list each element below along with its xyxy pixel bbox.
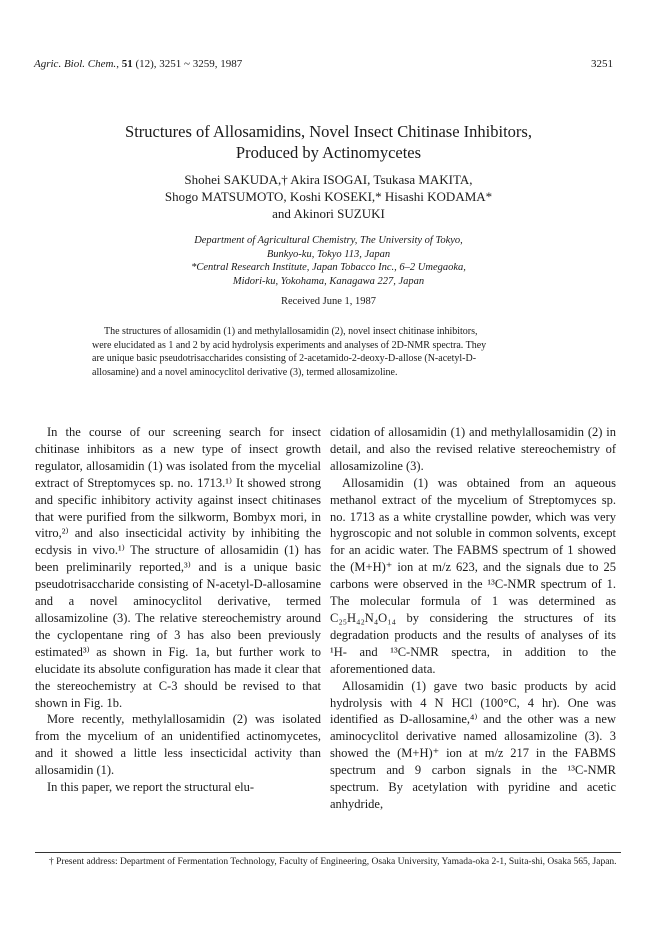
- page-number: 3251: [591, 58, 613, 70]
- footnote: † Present address: Department of Fermentation Technology, Faculty of Engineering, Osaka University, Yamada-oka 2-1, Suita-shi, Osaka 565, Japan.: [49, 857, 617, 867]
- body-paragraph: In the course of our screening search for insect chitinase inhibitors as a new type of insect growth regulator, allosamidin (1) was isolated from the mycelial extract of Streptomyces sp. no. 1713.¹⁾ It showed strong and specific inhibitory activity against insect chitinases that were purified from the silkworm, Bombyx mori, in vitro,²⁾ and also insecticidal activity by inhibiting the ecdysis in vivo.¹⁾ The structure of allosamidin (1) has been preliminarily reported,³⁾ and is a unique basic pseudotrisaccharide consisting of N-acetyl-D-allosamine and a novel aminocyclitol derivative, termed allosamizoline (3). The relative stereochemistry around the cyclopentane ring of 3 has also been previously estimated³⁾ as shown in Fig. 1a, but further work to elucidate its absolute configuration has made it clear that the stereochemistry at C-3 should be revised to that shown in Fig. 1b.: [35, 425, 321, 710]
- abstract-line: were elucidated as 1 and 2 by acid hydrolysis experiments and analyses of 2D-NMR spectra. They: [92, 339, 487, 351]
- affiliation-line: Midori-ku, Yokohama, Kanagawa 227, Japan: [232, 275, 425, 287]
- running-header-citation: Agric. Biol. Chem., 51 (12), 3251 ~ 3259, 1987: [34, 58, 243, 70]
- affiliation-line: Bunkyo-ku, Tokyo 113, Japan: [266, 248, 391, 260]
- title-line: Produced by Actinomycetes: [235, 143, 422, 162]
- body-paragraph: More recently, methylallosamidin (2) was isolated from the mycelium of an unidentified actinomycetes, and it showed a little less insecticidal activity than allosamidin (1).: [35, 712, 321, 778]
- affiliation-line: Department of Agricultural Chemistry, The University of Tokyo,: [194, 235, 463, 246]
- affiliations: [60, 234, 597, 288]
- body-column-left: [35, 424, 321, 796]
- body-paragraph: Allosamidin (1) was obtained from an aqueous methanol extract of the mycelium of Streptomyces sp. no. 1713 as a white crystalline powder, which was very hygroscopic and not soluble in common solvents, except for an acidic water. The FABMS spectrum of 1 showed the (M+H)⁺ ion at m/z 623, and the signals due to 25 carbons were observed in the ¹³C-NMR spectrum of 1. The molecular formula of 1 was determined as C₂₅H₄₂N₄O₁₄ by considering the structures of its degradation products and the results of analyses of its ¹H- and ¹³C-NMR spectra, in addition to the aforementioned data.: [330, 475, 616, 676]
- paper-title: [60, 121, 597, 163]
- volume-number: 51: [121, 58, 133, 70]
- received-date: Received June 1, 1987: [280, 296, 377, 307]
- abstract-line: allosamine) and a novel aminocyclitol derivative (3), termed allosamizoline.: [92, 366, 398, 378]
- affiliation-line: *Central Research Institute, Japan Tobacco Inc., 6–2 Umegaoka,: [191, 262, 466, 273]
- body-paragraph: In this paper, we report the structural elu-: [47, 780, 255, 795]
- title-line: Structures of Allosamidins, Novel Insect Chitinase Inhibitors,: [125, 122, 532, 141]
- author-line: Shogo MATSUMOTO, Koshi KOSEKI,* Hisashi KODAMA*: [164, 189, 493, 204]
- author-line: and Akinori SUZUKI: [272, 206, 385, 221]
- body-column-right: [330, 424, 616, 813]
- issue-pages: (12), 3251 ~ 3259, 1987: [135, 58, 243, 70]
- author-line: Shohei SAKUDA,† Akira ISOGAI, Tsukasa MAKITA,: [184, 172, 473, 187]
- footnote-divider: [35, 852, 621, 853]
- body-paragraph: cidation of allosamidin (1) and methylallosamidin (2) in detail, and also the revised relative stereochemistry of allosamizoline (3).: [330, 425, 616, 473]
- journal-name: Agric. Biol. Chem.: [34, 58, 117, 70]
- abstract-line: The structures of allosamidin (1) and methylallosamidin (2), novel insect chitinase inhibitors,: [104, 326, 478, 337]
- abstract: [92, 325, 562, 379]
- abstract-line: are unique basic pseudotrisaccharides consisting of 2-acetamido-2-deoxy-D-allose (N-acetyl-D-: [92, 353, 477, 364]
- body-paragraph: Allosamidin (1) gave two basic products by acid hydrolysis with 4 N HCl (100°C, 4 hr). One was identified as D-allosamine,⁴⁾ and the other was a new aminocyclitol derivative named allosamizoline (3). 3 showed the (M+H)⁺ ion at m/z 217 in the FABMS spectrum and 9 carbon signals in the ¹³C-NMR spectrum. By acetylation with pyridine and acetic anhydride,: [330, 678, 616, 811]
- author-list: [60, 171, 597, 222]
